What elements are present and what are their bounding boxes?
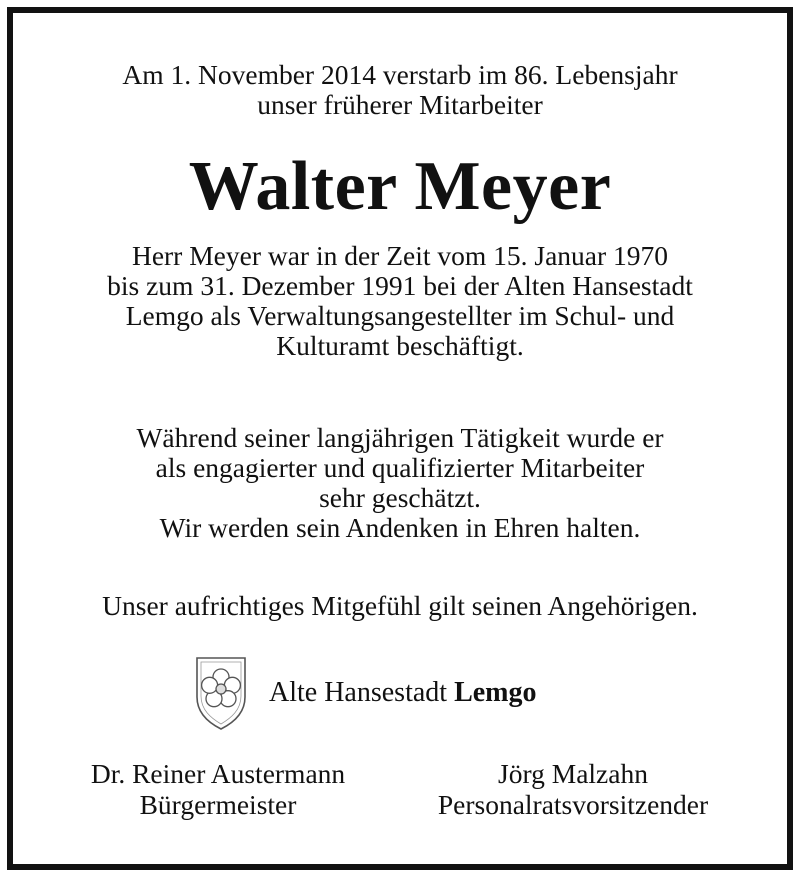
- tribute-line: als engagierter und qualifizierter Mitarbeiter: [155, 452, 645, 483]
- intro-text: [13, 60, 787, 120]
- career-text: [13, 241, 787, 361]
- signatory-title: Personalratsvorsitzender: [437, 789, 709, 820]
- deceased-name: Walter Meyer: [188, 148, 612, 225]
- tribute-line: Wir werden sein Andenken in Ehren halten.: [159, 512, 641, 543]
- condolence-line: Unser aufrichtiges Mitgefühl gilt seinen Angehörigen.: [102, 590, 698, 621]
- intro-line: unser früherer Mitarbeiter: [257, 89, 543, 120]
- organization-prefix: Alte Hansestadt: [269, 677, 455, 708]
- tribute-line: sehr geschätzt.: [319, 482, 481, 513]
- signatory-name: Dr. Reiner Austermann: [90, 758, 346, 789]
- career-line: Kulturamt beschäftigt.: [276, 330, 524, 361]
- lemgo-crest-icon: [193, 655, 249, 731]
- signatory-name: Jörg Malzahn: [498, 758, 648, 789]
- intro-line: Am 1. November 2014 verstarb im 86. Lebensjahr: [122, 59, 678, 90]
- career-line: bis zum 31. Dezember 1991 bei der Alten Hansestadt: [107, 270, 693, 301]
- organization-name: [269, 678, 537, 708]
- obituary-frame: [7, 7, 793, 870]
- organization-signature: [193, 653, 537, 733]
- signatory-title: Bürgermeister: [139, 789, 297, 820]
- career-line: Lemgo als Verwaltungsangestellter im Schul- und: [125, 300, 675, 331]
- signatory-staff-council: [408, 758, 738, 820]
- signatory-mayor: [53, 758, 383, 820]
- tribute-text: [13, 423, 787, 543]
- condolence-text: [13, 591, 787, 621]
- tribute-line: Während seiner langjährigen Tätigkeit wurde er: [136, 422, 664, 453]
- career-line: Herr Meyer war in der Zeit vom 15. Januar 1970: [131, 240, 669, 271]
- organization-city: Lemgo: [454, 677, 537, 708]
